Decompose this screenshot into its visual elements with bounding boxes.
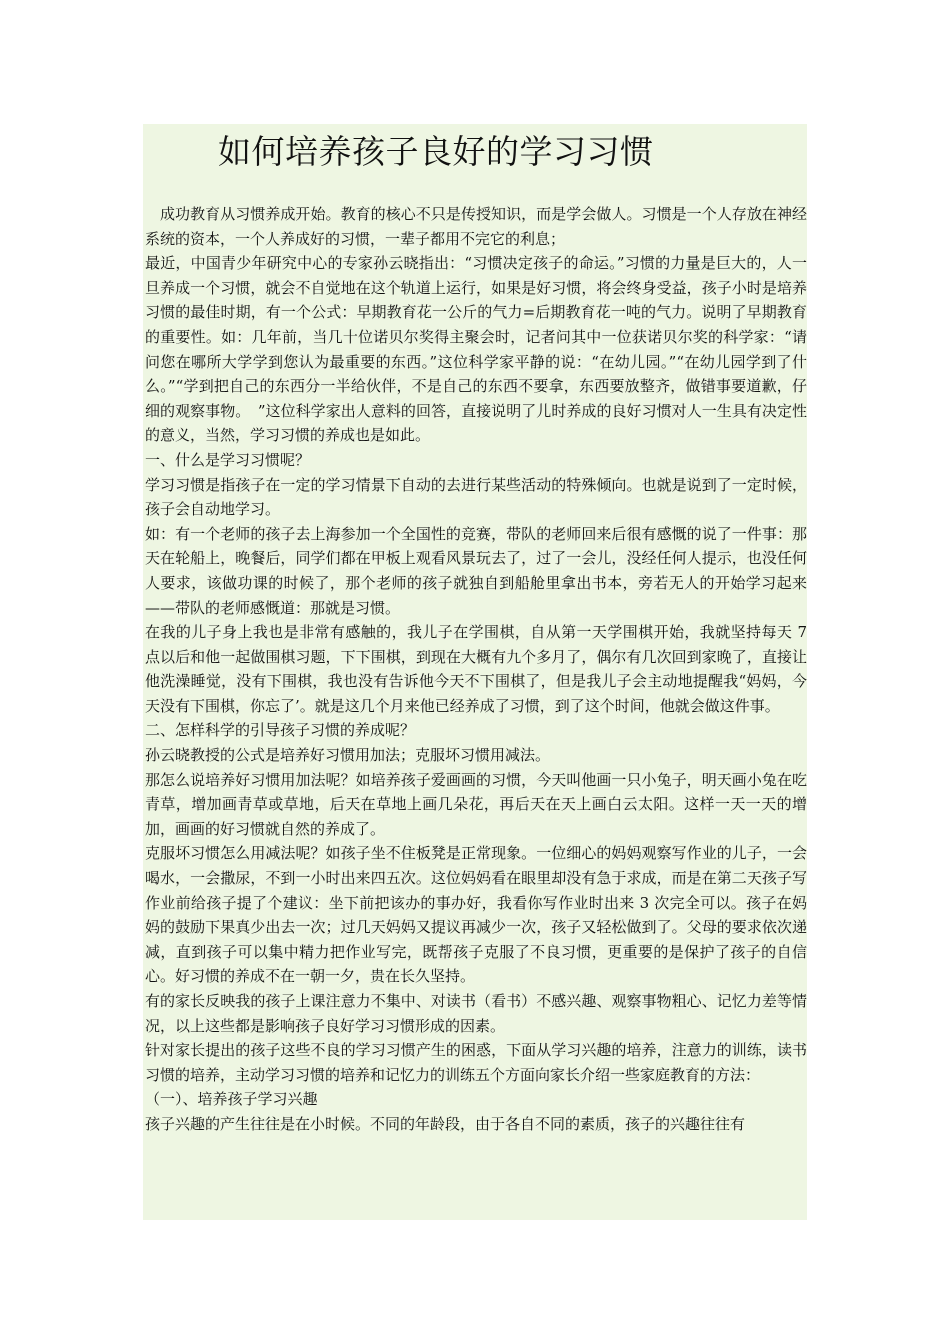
- paragraph-example-go-game: 在我的儿子身上我也是非常有感触的，我儿子在学围棋，自从第一天学围棋开始，我就坚持每天 7 点以后和他一起做围棋习题，下下围棋，到现在大概有九个多月了，偶尔有几次回到家晚了，直接让他洗澡睡觉，没有下围棋，我也没有告诉他今天不下围棋了，但是我儿子会主动地提醒我“妈妈，今天没有下围棋，你忘了’。就是这几个月来他已经养成了习惯，到了这个时间，他就会做这件事。: [145, 623, 807, 715]
- paragraph-five-aspects: 针对家长提出的孩子这些不良的学习习惯产生的困惑，下面从学习兴趣的培养，注意力的训练，读书习惯的培养，主动学习习惯的培养和记忆力的训练五个方面向家长介绍一些家庭教育的方法：: [145, 1041, 807, 1084]
- document-title: 如何培养孩子良好的学习习惯: [218, 132, 654, 171]
- paragraph-example-ship: 如：有一个老师的孩子去上海参加一个全国性的竞赛，带队的老师回来后很有感慨的说了一件事：那天在轮船上，晚餐后，同学们都在甲板上观看风景玩去了，过了一会儿，没经任何人提示，也没任何人要求，该做功课的时候了，那个老师的孩子就独自到船舱里拿出书本，旁若无人的开始学习起来——带队的老师感慨道：那就是习惯。: [145, 524, 807, 617]
- section-heading-what-is-habit: 一、什么是学习习惯呢？: [145, 450, 311, 469]
- paragraph-subtraction-method: 克服坏习惯怎么用减法呢？如孩子坐不住板凳是正常现象。一位细心的妈妈观察写作业的儿子，一会喝水，一会撒尿，不到一小时出来四五次。这位妈妈看在眼里却没有急于求成，而是在第二天孩子写作业前给孩子提了个建议：坐下前把该办的事办好，我看你写作业时出来 3 次完全可以。孩子在妈妈的鼓励下果真少出去一次；过几天妈妈又提议再减少一次，孩子又轻松做到了。父母的要求依次递减，直到孩子可以集中精力把作业写完，既帮孩子克服了不良习惯，更重要的是保护了孩子的自信心。好习惯的养成不在一朝一夕，贵在长久坚持。: [145, 844, 807, 986]
- document-text-block: [143, 124, 807, 1220]
- paragraph-parent-concerns: 有的家长反映我的孩子上课注意力不集中、对读书（看书）不感兴趣、观察事物粗心、记忆力差等情况，以上这些都是影响孩子良好学习习惯形成的因素。: [145, 992, 807, 1035]
- subsection-heading-interest: （一）、培养孩子学习兴趣: [145, 1090, 318, 1109]
- paragraph-definition: 学习习惯是指孩子在一定的学习情景下自动的去进行某些活动的特殊倾向。也就是说到了一定时候，孩子会自动地学习。: [145, 475, 807, 519]
- paragraph-addition-method: 那怎么说培养好习惯用加法呢？如培养孩子爱画画的习惯，今天叫他画一只小兔子，明天画小兔在吃青草，增加画青草或草地，后天在草地上画几朵花，再后天在天上画白云太阳。这样一天一天的增加，画画的好习惯就自然的养成了。: [145, 770, 807, 838]
- paragraph-quote-sun-yunxiao: 最近，中国青少年研究中心的专家孙云晓指出：“习惯决定孩子的命运。”习惯的力量是巨大的，人一旦养成一个习惯，就会不自觉地在这个轨道上运行，如果是好习惯，将会终身受益，孩子小时是培养习惯的最佳时期，有一个公式：早期教育花一公斤的气力=后期教育花一吨的气力。说明了早期教育的重要性。如：几年前，当几十位诺贝尔奖得主聚会时，记者问其中一位获诺贝尔奖的科学家：“请问您在哪所大学学到您认为最重要的东西。”这位科学家平静的说：“在幼儿园。”“在幼儿园学到了什么。”“学到把自己的东西分一半给伙伴，不是自己的东西不要拿，东西要放整齐，做错事要道歉，仔细的观察事物。 ”这位科学家出人意料的回答，直接说明了儿时养成的良好习惯对人一生具有决定性的意义，当然，学习习惯的养成也是如此。: [145, 254, 807, 445]
- paragraph-interest-start: 孩子兴趣的产生往往是在小时候。不同的年龄段，由于各自不同的素质，孩子的兴趣往往有: [145, 1114, 746, 1133]
- paragraph-intro: 成功教育从习惯养成开始。教育的核心不只是传授知识，而是学会做人。习惯是一个人存放在神经系统的资本，一个人养成好的习惯，一辈子都用不完它的利息；: [145, 205, 807, 248]
- section-heading-how-to-guide: 二、怎样科学的引导孩子习惯的养成呢？: [145, 721, 416, 740]
- paragraph-formula: 孙云晓教授的公式是培养好习惯用加法；克服坏习惯用减法。: [145, 746, 551, 765]
